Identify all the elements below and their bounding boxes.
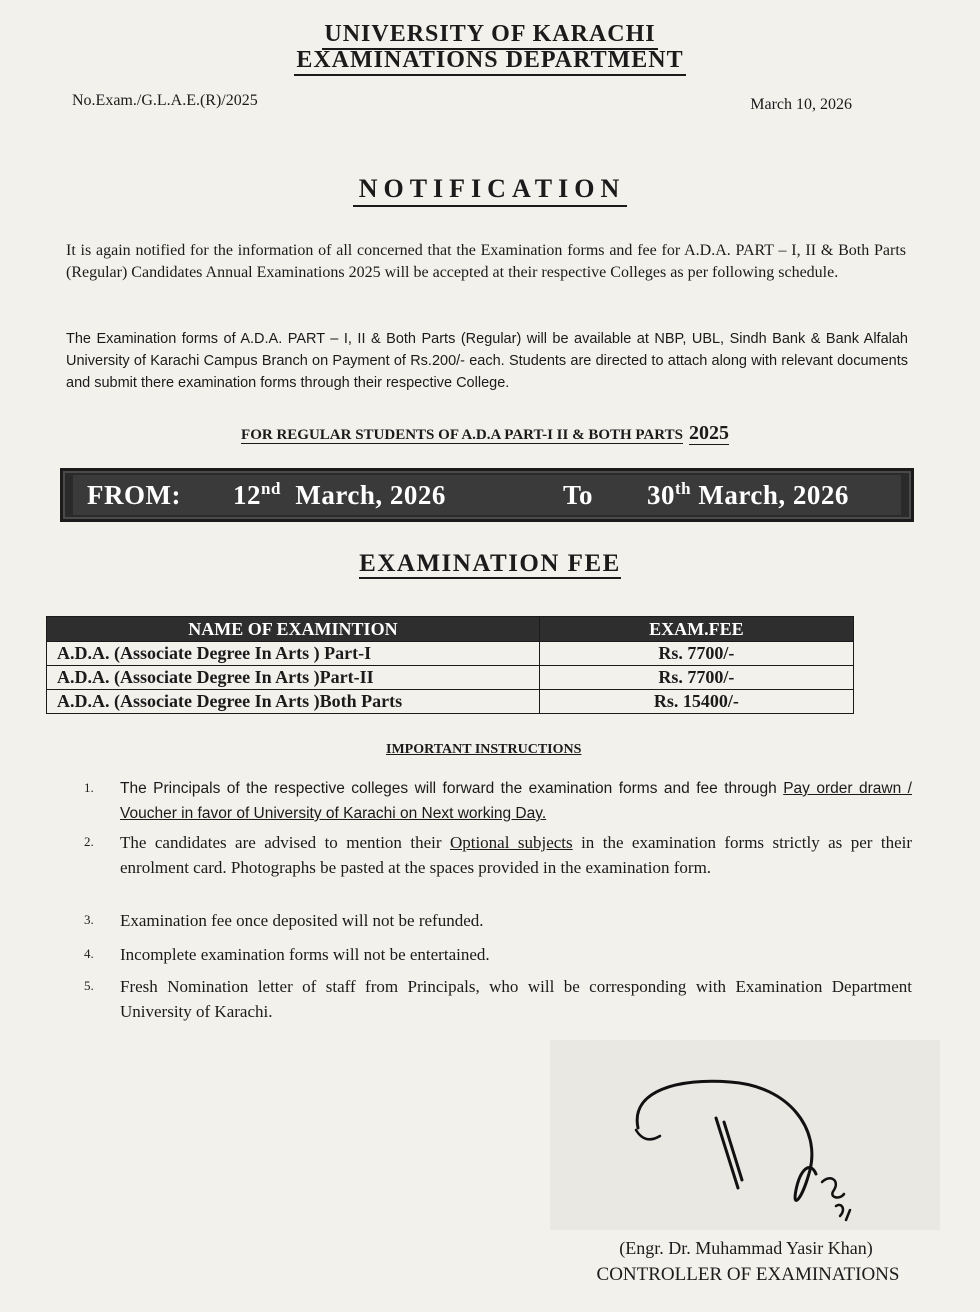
- university-title: UNIVERSITY OF KARACHI: [0, 20, 980, 50]
- notice-paragraph-2: The Examination forms of A.D.A. PART – I, II & Both Parts (Regular) will be available at NBP, UBL, Sindh Bank & Bank Alfalah University of Karachi Campus Branch on Payment of Rs.200/- each. Students are directed to attach along with relevant documents and submit there examination forms through their respective College.: [66, 331, 908, 391]
- fee-table: [46, 616, 854, 714]
- fee-table-header: [47, 617, 854, 642]
- notification-page: UNIVERSITY OF KARACHI EXAMINATIONS DEPARTMENT No.Exam./G.L.A.E.(R)/2025 March 10, 2026 NOTIFICATION It is again notified for the information of all concerned that the Examination forms and fee for A.D.A. PART – I, II & Both Parts (Regular) Candidates Annual Examinations 2025 will be accepted at their respective Colleges as per following schedule. The Examination forms of A.D.A. PART – I, II & Both Parts (Regular) will be available at NBP, UBL, Sindh Bank & Bank Alfalah University of Karachi Campus Branch on Payment of Rs.200/- each. Students are directed to attach along with relevant documents and submit there examination forms through their respective College. FOR REGULAR STUDENTS OF A.D.A PART-I II & BOTH PARTS 2025 FROM: 12nd March, 2026 To 30th March, 2026 EXAMINATION FEE NAME OF EXAMINTION EXAM.FEE A.D.A. (Associate Degree In Arts ) Part-I Rs. 7700/- A.D.A. (Associate Degree In Arts )Part-II Rs. 7700/- A.D.A. (Associate Degree In Arts )Both Parts Rs. 15400/- IMPORTANT INSTRUCTIONS 1. The Principals of the respective colleges will forward the examination forms and fee through Pay order drawn / Voucher in favor of University of Karachi on Next working Day. 2. The candidates are advised to mention their Optional subjects in the examination forms strictly as per their enrolment card. Photographs be pasted at the spaces provided in the examination form. 3. Examination fee once deposited will not be refunded. 4. Incomplete examination forms will not be entertained. 5. Fresh Nomination letter of staff from Principals, who will be corresponding with Examination Department University of Karachi. (Engr. Dr. Muhammad Yasir Khan) CONTROLLER OF EXAMINATIONS: [0, 0, 980, 1312]
- table-row: [47, 690, 854, 714]
- department-title: EXAMINATIONS DEPARTMENT: [0, 46, 980, 76]
- from-label: FROM:: [87, 479, 181, 510]
- column-header-fee: EXAM.FEE: [539, 617, 853, 642]
- table-row: [47, 642, 854, 666]
- exam-fee: Rs. 7700/-: [539, 666, 853, 690]
- exam-fee: Rs. 7700/-: [539, 642, 853, 666]
- reference-number: No.Exam./G.L.A.E.(R)/2025: [72, 92, 258, 109]
- exam-fee: Rs. 15400/-: [539, 690, 853, 714]
- table-row: [47, 666, 854, 690]
- schedule-heading-year: 2025: [688, 422, 729, 444]
- signatory-name: (Engr. Dr. Muhammad Yasir Khan): [619, 1238, 873, 1258]
- schedule-date-banner: [60, 468, 914, 522]
- notification-heading: NOTIFICATION: [0, 174, 980, 207]
- fee-heading: EXAMINATION FEE: [359, 550, 621, 577]
- instructions-heading: IMPORTANT INSTRUCTIONS: [386, 742, 582, 757]
- column-header-name: NAME OF EXAMINTION: [47, 617, 540, 642]
- end-date: 30th March, 2026: [647, 479, 849, 510]
- to-label: To: [563, 479, 594, 510]
- exam-name: A.D.A. (Associate Degree In Arts )Part-II: [47, 666, 540, 690]
- notification-date: March 10, 2026: [750, 96, 852, 113]
- notice-paragraph-1: It is again notified for the information of all concerned that the Examination forms and fee for A.D.A. PART – I, II & Both Parts (Regular) Candidates Annual Examinations 2025 will be accepted at their respective Colleges as per following schedule.: [66, 242, 906, 281]
- schedule-heading: FOR REGULAR STUDENTS OF A.D.A PART-I II & BOTH PARTS 2025: [241, 422, 729, 444]
- signatory-title: CONTROLLER OF EXAMINATIONS: [596, 1264, 900, 1285]
- exam-name: A.D.A. (Associate Degree In Arts ) Part-I: [47, 642, 540, 666]
- start-date: 12nd March, 2026: [233, 479, 446, 510]
- signature-mark: [620, 1070, 870, 1240]
- exam-name: A.D.A. (Associate Degree In Arts )Both Parts: [47, 690, 540, 714]
